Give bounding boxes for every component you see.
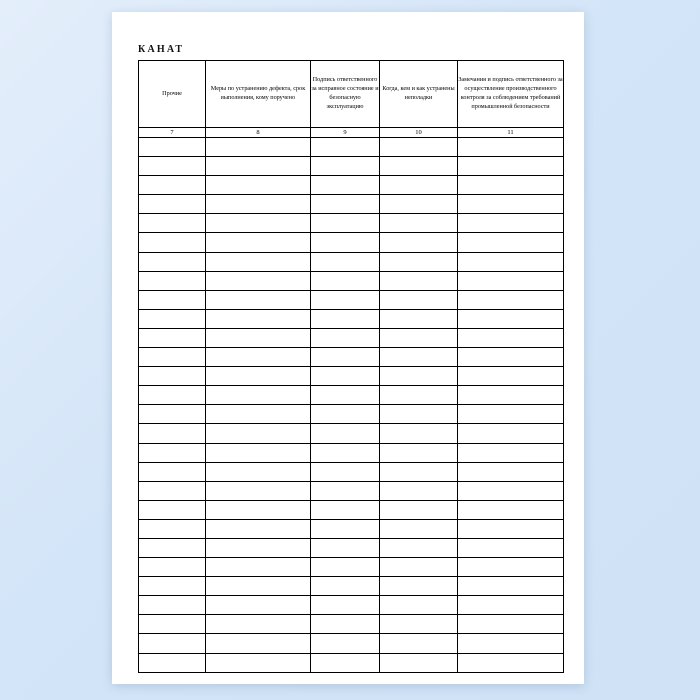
table-cell-empty[interactable] xyxy=(206,176,311,195)
table-cell-empty[interactable] xyxy=(206,577,311,596)
table-cell-empty[interactable] xyxy=(311,138,380,157)
table-cell-empty[interactable] xyxy=(458,405,564,424)
table-cell-empty[interactable] xyxy=(458,367,564,386)
table-cell-empty[interactable] xyxy=(458,481,564,500)
table-cell-empty[interactable] xyxy=(458,424,564,443)
table-cell-empty[interactable] xyxy=(311,538,380,557)
table-cell-empty[interactable] xyxy=(139,424,206,443)
table-cell-empty[interactable] xyxy=(206,596,311,615)
table-cell-empty[interactable] xyxy=(139,214,206,233)
table-cell-empty[interactable] xyxy=(206,500,311,519)
table-cell-empty[interactable] xyxy=(311,233,380,252)
column-header-zamechaniya: Замечания и подпись ответственного за осуществление производственного контроля за соблюдением требований промышленной безопасности xyxy=(458,61,564,128)
table-cell-empty[interactable] xyxy=(139,195,206,214)
table-row[interactable] xyxy=(139,538,564,557)
table-cell-empty[interactable] xyxy=(139,481,206,500)
table-cell-empty[interactable] xyxy=(311,405,380,424)
table-cell-empty[interactable] xyxy=(380,424,458,443)
table-cell-empty[interactable] xyxy=(380,176,458,195)
column-number-8: 8 xyxy=(206,128,311,138)
column-header-kogda: Когда, кем и как устранены неполадки xyxy=(380,61,458,128)
table-cell-empty[interactable] xyxy=(380,328,458,347)
table-cell-empty[interactable] xyxy=(139,405,206,424)
table-cell-empty[interactable] xyxy=(139,309,206,328)
table-body xyxy=(139,138,564,673)
table-row[interactable] xyxy=(139,386,564,405)
table-cell-empty[interactable] xyxy=(311,348,380,367)
table-cell-empty[interactable] xyxy=(380,214,458,233)
table-cell-empty[interactable] xyxy=(380,443,458,462)
table-cell-empty[interactable] xyxy=(380,309,458,328)
document-sheet xyxy=(112,12,584,684)
table-cell-empty[interactable] xyxy=(206,424,311,443)
table-header-row xyxy=(139,61,564,128)
table-cell-empty[interactable] xyxy=(206,481,311,500)
table-cell-empty[interactable] xyxy=(206,214,311,233)
table-cell-empty[interactable] xyxy=(458,558,564,577)
table-cell-empty[interactable] xyxy=(311,653,380,672)
table-cell-empty[interactable] xyxy=(206,405,311,424)
table-cell-empty[interactable] xyxy=(380,252,458,271)
table-cell-empty[interactable] xyxy=(311,176,380,195)
table-cell-empty[interactable] xyxy=(206,157,311,176)
table-cell-empty[interactable] xyxy=(139,271,206,290)
table-row[interactable] xyxy=(139,500,564,519)
column-number-7: 7 xyxy=(139,128,206,138)
table-cell-empty[interactable] xyxy=(458,634,564,653)
table-cell-empty[interactable] xyxy=(206,443,311,462)
table-cell-empty[interactable] xyxy=(206,195,311,214)
table-cell-empty[interactable] xyxy=(206,290,311,309)
table-cell-empty[interactable] xyxy=(311,290,380,309)
table-cell-empty[interactable] xyxy=(380,558,458,577)
table-row[interactable] xyxy=(139,462,564,481)
table-cell-empty[interactable] xyxy=(458,386,564,405)
table-cell-empty[interactable] xyxy=(380,653,458,672)
table-cell-empty[interactable] xyxy=(311,615,380,634)
table-cell-empty[interactable] xyxy=(458,596,564,615)
table-cell-empty[interactable] xyxy=(206,328,311,347)
table-cell-empty[interactable] xyxy=(458,252,564,271)
table-row[interactable] xyxy=(139,519,564,538)
table-cell-empty[interactable] xyxy=(139,386,206,405)
column-number-10: 10 xyxy=(380,128,458,138)
column-header-podpis: Подпись ответственного за исправное состояние и безопасную эксплуатацию xyxy=(311,61,380,128)
table-cell-empty[interactable] xyxy=(380,519,458,538)
table-cell-empty[interactable] xyxy=(311,558,380,577)
table-cell-empty[interactable] xyxy=(206,538,311,557)
table-cell-empty[interactable] xyxy=(139,252,206,271)
table-cell-empty[interactable] xyxy=(139,500,206,519)
table-cell-empty[interactable] xyxy=(458,653,564,672)
table-cell-empty[interactable] xyxy=(311,328,380,347)
table-cell-empty[interactable] xyxy=(458,519,564,538)
table-cell-empty[interactable] xyxy=(458,176,564,195)
table-cell-empty[interactable] xyxy=(458,462,564,481)
table-row[interactable] xyxy=(139,367,564,386)
table-cell-empty[interactable] xyxy=(311,271,380,290)
table-cell-empty[interactable] xyxy=(380,481,458,500)
table-cell-empty[interactable] xyxy=(206,615,311,634)
table-row[interactable] xyxy=(139,290,564,309)
table-cell-empty[interactable] xyxy=(380,386,458,405)
table-cell-empty[interactable] xyxy=(206,138,311,157)
table-row[interactable] xyxy=(139,195,564,214)
table-row[interactable] xyxy=(139,328,564,347)
table-cell-empty[interactable] xyxy=(380,538,458,557)
table-cell-empty[interactable] xyxy=(311,386,380,405)
table-cell-empty[interactable] xyxy=(139,577,206,596)
table-cell-empty[interactable] xyxy=(139,653,206,672)
table-cell-empty[interactable] xyxy=(458,233,564,252)
table-cell-empty[interactable] xyxy=(139,519,206,538)
column-header-prochie: Прочие xyxy=(139,61,206,128)
table-row[interactable] xyxy=(139,138,564,157)
table-cell-empty[interactable] xyxy=(139,138,206,157)
table-cell-empty[interactable] xyxy=(380,348,458,367)
table-cell-empty[interactable] xyxy=(380,500,458,519)
table-row[interactable] xyxy=(139,424,564,443)
table-cell-empty[interactable] xyxy=(139,443,206,462)
table-row[interactable] xyxy=(139,443,564,462)
table-cell-empty[interactable] xyxy=(380,615,458,634)
table-row[interactable] xyxy=(139,233,564,252)
table-cell-empty[interactable] xyxy=(206,653,311,672)
table-cell-empty[interactable] xyxy=(380,596,458,615)
table-cell-empty[interactable] xyxy=(380,634,458,653)
table-cell-empty[interactable] xyxy=(139,176,206,195)
table-row[interactable] xyxy=(139,271,564,290)
table-cell-empty[interactable] xyxy=(458,538,564,557)
table-row[interactable] xyxy=(139,214,564,233)
table-cell-empty[interactable] xyxy=(380,290,458,309)
table-cell-empty[interactable] xyxy=(458,157,564,176)
table-cell-empty[interactable] xyxy=(311,462,380,481)
table-cell-empty[interactable] xyxy=(139,596,206,615)
table-cell-empty[interactable] xyxy=(206,367,311,386)
table-cell-empty[interactable] xyxy=(380,157,458,176)
column-header-mery: Меры по устранению дефекта, срок выполнения, кому поручено xyxy=(206,61,311,128)
table-cell-empty[interactable] xyxy=(458,328,564,347)
table-cell-empty[interactable] xyxy=(458,500,564,519)
table-cell-empty[interactable] xyxy=(458,214,564,233)
table-cell-empty[interactable] xyxy=(311,519,380,538)
table-cell-empty[interactable] xyxy=(311,252,380,271)
table-cell-empty[interactable] xyxy=(458,271,564,290)
table-row[interactable] xyxy=(139,653,564,672)
table-cell-empty[interactable] xyxy=(458,290,564,309)
table-cell-empty[interactable] xyxy=(139,157,206,176)
table-cell-empty[interactable] xyxy=(380,462,458,481)
table-row[interactable] xyxy=(139,252,564,271)
table-cell-empty[interactable] xyxy=(458,443,564,462)
table-cell-empty[interactable] xyxy=(139,634,206,653)
table-cell-empty[interactable] xyxy=(206,462,311,481)
journal-table xyxy=(138,60,564,673)
column-number-11: 11 xyxy=(458,128,564,138)
table-cell-empty[interactable] xyxy=(458,348,564,367)
column-number-row xyxy=(139,128,564,138)
table-cell-empty[interactable] xyxy=(311,634,380,653)
table-cell-empty[interactable] xyxy=(458,577,564,596)
table-cell-empty[interactable] xyxy=(311,443,380,462)
table-row[interactable] xyxy=(139,481,564,500)
table-cell-empty[interactable] xyxy=(311,577,380,596)
table-cell-empty[interactable] xyxy=(311,195,380,214)
table-cell-empty[interactable] xyxy=(311,157,380,176)
table-cell-empty[interactable] xyxy=(380,367,458,386)
table-cell-empty[interactable] xyxy=(139,328,206,347)
column-number-9: 9 xyxy=(311,128,380,138)
table-cell-empty[interactable] xyxy=(311,309,380,328)
table-cell-empty[interactable] xyxy=(206,233,311,252)
table-cell-empty[interactable] xyxy=(139,615,206,634)
table-cell-empty[interactable] xyxy=(206,558,311,577)
table-row[interactable] xyxy=(139,176,564,195)
table-cell-empty[interactable] xyxy=(139,558,206,577)
table-row[interactable] xyxy=(139,634,564,653)
table-cell-empty[interactable] xyxy=(380,271,458,290)
table-cell-empty[interactable] xyxy=(311,481,380,500)
table-row[interactable] xyxy=(139,309,564,328)
table-row[interactable] xyxy=(139,157,564,176)
table-row[interactable] xyxy=(139,348,564,367)
table-cell-empty[interactable] xyxy=(311,367,380,386)
table-cell-empty[interactable] xyxy=(139,538,206,557)
table-cell-empty[interactable] xyxy=(380,195,458,214)
table-cell-empty[interactable] xyxy=(206,348,311,367)
table-row[interactable] xyxy=(139,615,564,634)
table-cell-empty[interactable] xyxy=(458,309,564,328)
table-cell-empty[interactable] xyxy=(380,138,458,157)
table-cell-empty[interactable] xyxy=(206,634,311,653)
table-cell-empty[interactable] xyxy=(139,367,206,386)
table-cell-empty[interactable] xyxy=(206,252,311,271)
table-cell-empty[interactable] xyxy=(458,195,564,214)
table-cell-empty[interactable] xyxy=(139,462,206,481)
table-cell-empty[interactable] xyxy=(311,214,380,233)
table-cell-empty[interactable] xyxy=(311,596,380,615)
table-cell-empty[interactable] xyxy=(458,138,564,157)
table-cell-empty[interactable] xyxy=(311,500,380,519)
table-cell-empty[interactable] xyxy=(380,233,458,252)
table-cell-empty[interactable] xyxy=(206,386,311,405)
table-cell-empty[interactable] xyxy=(458,615,564,634)
table-cell-empty[interactable] xyxy=(139,233,206,252)
table-row[interactable] xyxy=(139,405,564,424)
table-row[interactable] xyxy=(139,596,564,615)
table-cell-empty[interactable] xyxy=(311,424,380,443)
table-cell-empty[interactable] xyxy=(206,271,311,290)
table-row[interactable] xyxy=(139,577,564,596)
table-cell-empty[interactable] xyxy=(206,519,311,538)
page-title: КАНАТ xyxy=(138,44,185,55)
table-cell-empty[interactable] xyxy=(206,309,311,328)
table-cell-empty[interactable] xyxy=(380,405,458,424)
table-row[interactable] xyxy=(139,558,564,577)
table-cell-empty[interactable] xyxy=(139,290,206,309)
table-cell-empty[interactable] xyxy=(139,348,206,367)
table-header xyxy=(139,61,564,138)
table-cell-empty[interactable] xyxy=(380,577,458,596)
